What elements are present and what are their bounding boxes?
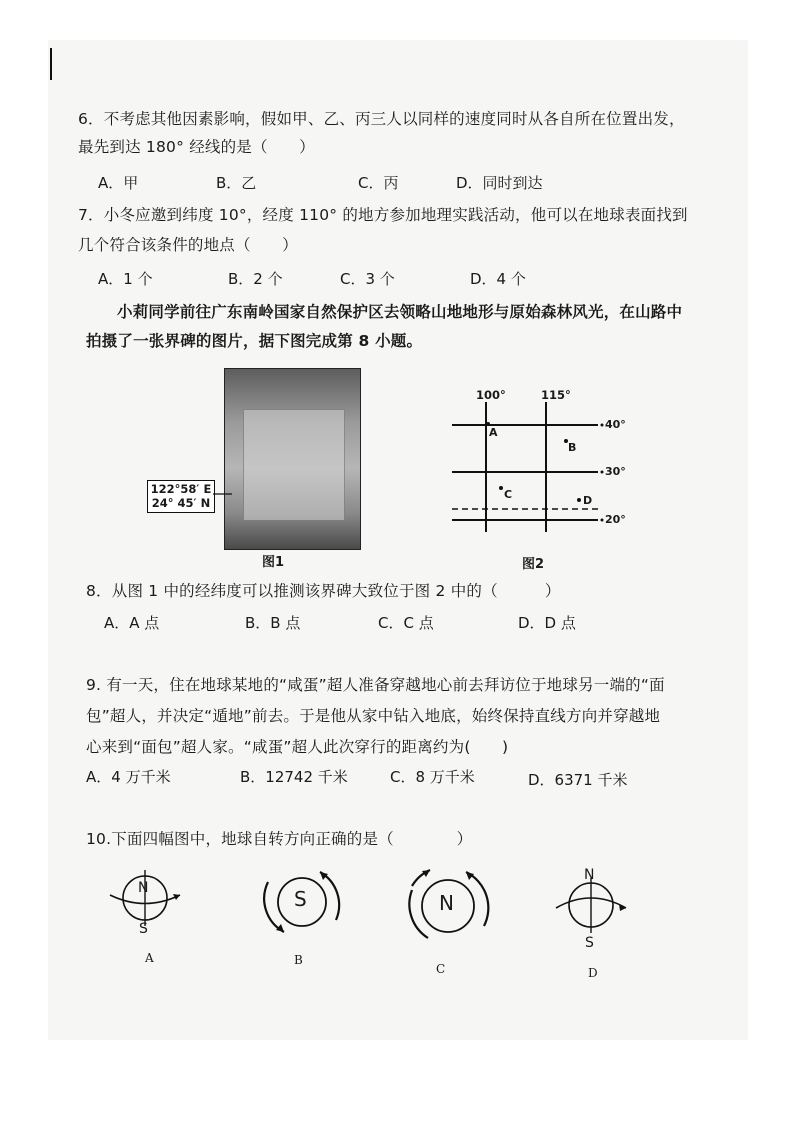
- diagram-b-center: S: [294, 887, 307, 911]
- diagram-a-bottom: S: [139, 921, 149, 937]
- diagram-d-letter: D: [588, 966, 598, 980]
- diagram-c-letter: C: [436, 962, 446, 976]
- coord-latitude: 24° 45′ N: [151, 496, 211, 510]
- q6-line1: 6．不考虑其他因素影响，假如甲、乙、丙三人以同样的速度同时从各自所在位置出发，: [78, 110, 685, 128]
- q8-option-a: A．A 点: [104, 614, 160, 632]
- q6-option-c: C．丙: [358, 174, 399, 192]
- point-d-label: D: [583, 494, 593, 507]
- lat-label-40: 40°: [605, 418, 626, 431]
- fig1-label: 图1: [262, 555, 285, 570]
- diagram-c-center: N: [439, 891, 455, 915]
- diagram-d-top: N: [584, 867, 595, 883]
- q6-option-a: A．甲: [98, 174, 139, 192]
- q8-option-d: D．D 点: [518, 614, 576, 632]
- q7-option-b: B．2 个: [228, 270, 283, 288]
- lat-label-20: 20°: [605, 513, 626, 526]
- q7-option-a: A．1 个: [98, 270, 153, 288]
- q8-option-c: C．C 点: [378, 614, 434, 632]
- lon-label-100: 100°: [476, 388, 506, 402]
- q7-line2: 几个符合该条件的地点（ ）: [78, 236, 298, 254]
- q9-option-c: C．8 万千米: [390, 768, 475, 786]
- q9-option-a: A．4 万千米: [86, 768, 171, 786]
- point-c-label: C: [504, 488, 513, 501]
- q9-option-d: D．6371 千米: [528, 771, 628, 789]
- diagram-a-top: N: [138, 880, 149, 896]
- q7-line1: 7．小冬应邀到纬度 10°，经度 110° 的地方参加地理实践活动，他可以在地球表面找到: [78, 206, 688, 224]
- q8-option-b: B．B 点: [245, 614, 301, 632]
- q9-line1: 9. 有一天，住在地球某地的“咸蛋”超人准备穿越地心前去拜访位于地球另一端的“面: [86, 676, 665, 694]
- q6-option-b: B．乙: [216, 174, 257, 192]
- q9-line2: 包”超人，并决定“遁地”前去。于是他从家中钻入地底，始终保持直线方向并穿越地: [86, 707, 661, 725]
- intro-line1: 小莉同学前往广东南岭国家自然保护区去领略山地地形与原始森林风光，在山路中: [117, 303, 683, 321]
- diagram-b-letter: B: [294, 953, 304, 967]
- q10-line1: 10.下面四幅图中，地球自转方向正确的是（ ）: [86, 830, 473, 848]
- q7-option-d: D．4 个: [470, 270, 526, 288]
- diagram-d-bottom: S: [585, 935, 595, 951]
- q9-option-b: B．12742 千米: [240, 768, 348, 786]
- point-b-label: B: [568, 441, 577, 454]
- lat-label-30: 30°: [605, 465, 626, 478]
- diagram-a-letter: A: [145, 951, 154, 965]
- q7-option-c: C．3 个: [340, 270, 395, 288]
- intro-line2: 拍摄了一张界碑的图片，据下图完成第 8 小题。: [86, 332, 423, 350]
- lon-label-115: 115°: [541, 388, 571, 402]
- point-a-label: A: [489, 426, 498, 439]
- q6-line2: 最先到达 180° 经线的是（ ）: [78, 138, 315, 156]
- fig2-label: 图2: [522, 557, 545, 572]
- coord-longitude: 122°58′ E: [150, 482, 212, 496]
- q9-line3: 心来到“面包”超人家。“咸蛋”超人此次穿行的距离约为( ): [86, 738, 509, 756]
- q8-line1: 8．从图 1 中的经纬度可以推测该界碑大致位于图 2 中的（ ）: [86, 582, 561, 600]
- q6-option-d: D．同时到达: [456, 174, 543, 192]
